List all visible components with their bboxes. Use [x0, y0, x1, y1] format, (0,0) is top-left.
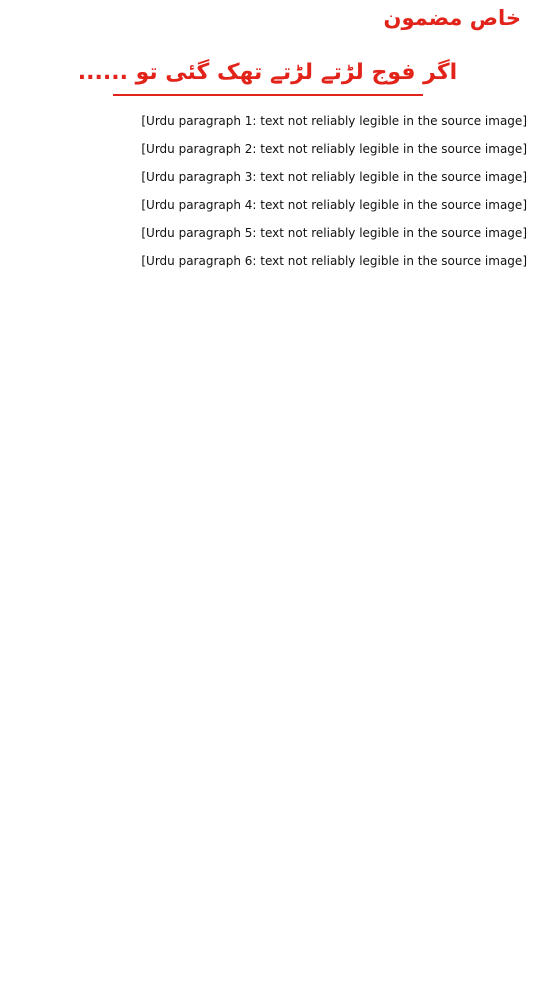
headline-underline: [113, 94, 423, 96]
article-paragraph-6: [Urdu paragraph 6: text not reliably legible in the source image]: [141, 254, 527, 268]
article-paragraph-2: [Urdu paragraph 2: text not reliably legible in the source image]: [141, 142, 527, 156]
article-body: [8, 110, 527, 272]
article-paragraph-5: [Urdu paragraph 5: text not reliably legible in the source image]: [141, 226, 527, 240]
section-label: خاص مضمون: [383, 6, 521, 30]
article-paragraph-3: [Urdu paragraph 3: text not reliably legible in the source image]: [141, 170, 527, 184]
article-paragraph-4: [Urdu paragraph 4: text not reliably legible in the source image]: [141, 198, 527, 212]
article-paragraph-1: [Urdu paragraph 1: text not reliably legible in the source image]: [141, 114, 527, 128]
article-headline: اگر فوج لڑتے لڑتے تھک گئی تو ......: [77, 60, 458, 85]
